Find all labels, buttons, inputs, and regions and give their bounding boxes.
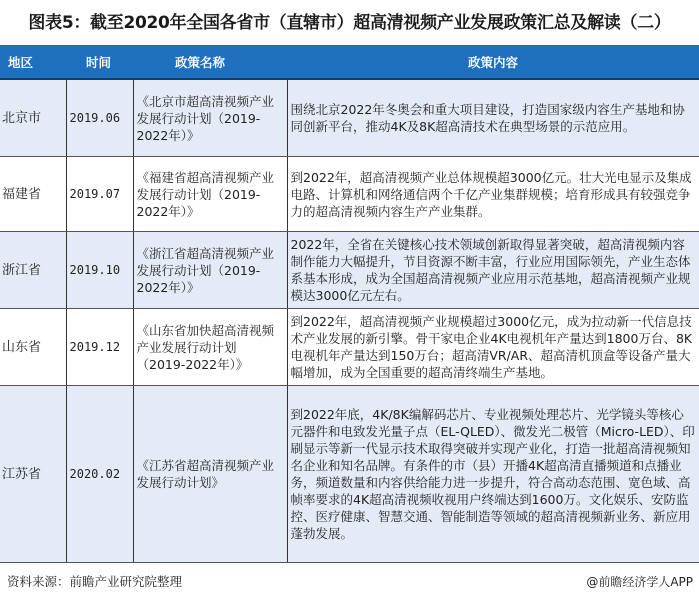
brand-watermark: @前瞻经济学人APP xyxy=(586,575,693,589)
cell-policy-name: 《江苏省超高清视频产业发展行动计划》 xyxy=(133,386,287,563)
policy-table xyxy=(0,45,699,563)
table-row xyxy=(0,386,699,563)
table-header-row xyxy=(0,45,699,79)
cell-date: 2020.02 xyxy=(66,386,133,563)
table-row xyxy=(0,232,699,309)
header-region: 地区 xyxy=(0,45,66,79)
cell-region: 浙江省 xyxy=(0,232,66,309)
cell-date: 2019.10 xyxy=(66,232,133,309)
header-policy-name: 政策名称 xyxy=(133,45,287,79)
cell-date: 2019.07 xyxy=(66,157,133,232)
cell-date: 2019.12 xyxy=(66,309,133,386)
header-policy-content: 政策内容 xyxy=(287,45,699,79)
cell-policy-name: 《浙江省超高清视频产业发展行动计划（2019-2022年）》 xyxy=(133,232,287,309)
cell-date: 2019.06 xyxy=(66,79,133,157)
cell-policy-content: 到2022年，超高清视频产业总体规模超3000亿元。壮大光电显示及集成电路、计算机和网络通信两个千亿产业集群规模；培育形成具有较强竞争力的超高清视频内容生产产业集群。 xyxy=(287,157,699,232)
cell-policy-content: 到2022年底，4K/8K编解码芯片、专业视频处理芯片、光学镜头等核心元器件和电致发光量子点（EL-QLED）、微发光二极管（Micro-LED）、印刷显示等新一代显示技术取得突破并实现产业化，打造一批超高清视频知名企业和知名品牌。有条件的市（县）开播4K超高清直播频道和点播业务，频道数量和内容供给能力进一步提升，符合高动态范围、宽色域、高帧率要求的4K超高清视频收视用户终端达到1600万。文化娱乐、安防监控、医疗健康、智慧交通、智能制造等领域的超高清视频新业务、新应用蓬勃发展。 xyxy=(287,386,699,563)
header-date: 时间 xyxy=(66,45,133,79)
cell-policy-content: 到2022年，超高清视频产业规模超过3000亿元，成为拉动新一代信息技术产业发展的新引擎。骨干家电企业4K电视机年产量达到1800万台、8K电视机年产量达到150万台；超高清VR/AR、超高清机顶盒等设备产量大幅增加，成为全国重要的超高清终端生产基地。 xyxy=(287,309,699,386)
cell-policy-content: 2022年，全省在关键核心技术领域创新取得显著突破，超高清视频内容制作能力大幅提升，节目资源不断丰富，行业应用国际领先，产业生态体系基本形成，成为全国超高清视频产业应用示范基地，超高清视频产业规模达3000亿元左右。 xyxy=(287,232,699,309)
cell-policy-content: 围绕北京2022年冬奥会和重大项目建设，打造国家级内容生产基地和协同创新平台，推动4K及8K超高清技术在典型场景的示范应用。 xyxy=(287,79,699,157)
cell-policy-name: 《山东省加快超高清视频产业发展行动计划（2019-2022年）》 xyxy=(133,309,287,386)
cell-region: 江苏省 xyxy=(0,386,66,563)
cell-region: 山东省 xyxy=(0,309,66,386)
table-row xyxy=(0,157,699,232)
figure-title: 图表5：截至2020年全国各省市（直辖市）超高清视频产业发展政策汇总及解读（二） xyxy=(28,13,671,33)
cell-policy-name: 《北京市超高清视频产业发展行动计划（2019-2022年）》 xyxy=(133,79,287,157)
cell-region: 福建省 xyxy=(0,157,66,232)
cell-policy-name: 《福建省超高清视频产业发展行动计划（2019-2022年）》 xyxy=(133,157,287,232)
source-note: 资料来源：前瞻产业研究院整理 xyxy=(7,574,183,589)
cell-region: 北京市 xyxy=(0,79,66,157)
table-row xyxy=(0,309,699,386)
table-row xyxy=(0,79,699,157)
